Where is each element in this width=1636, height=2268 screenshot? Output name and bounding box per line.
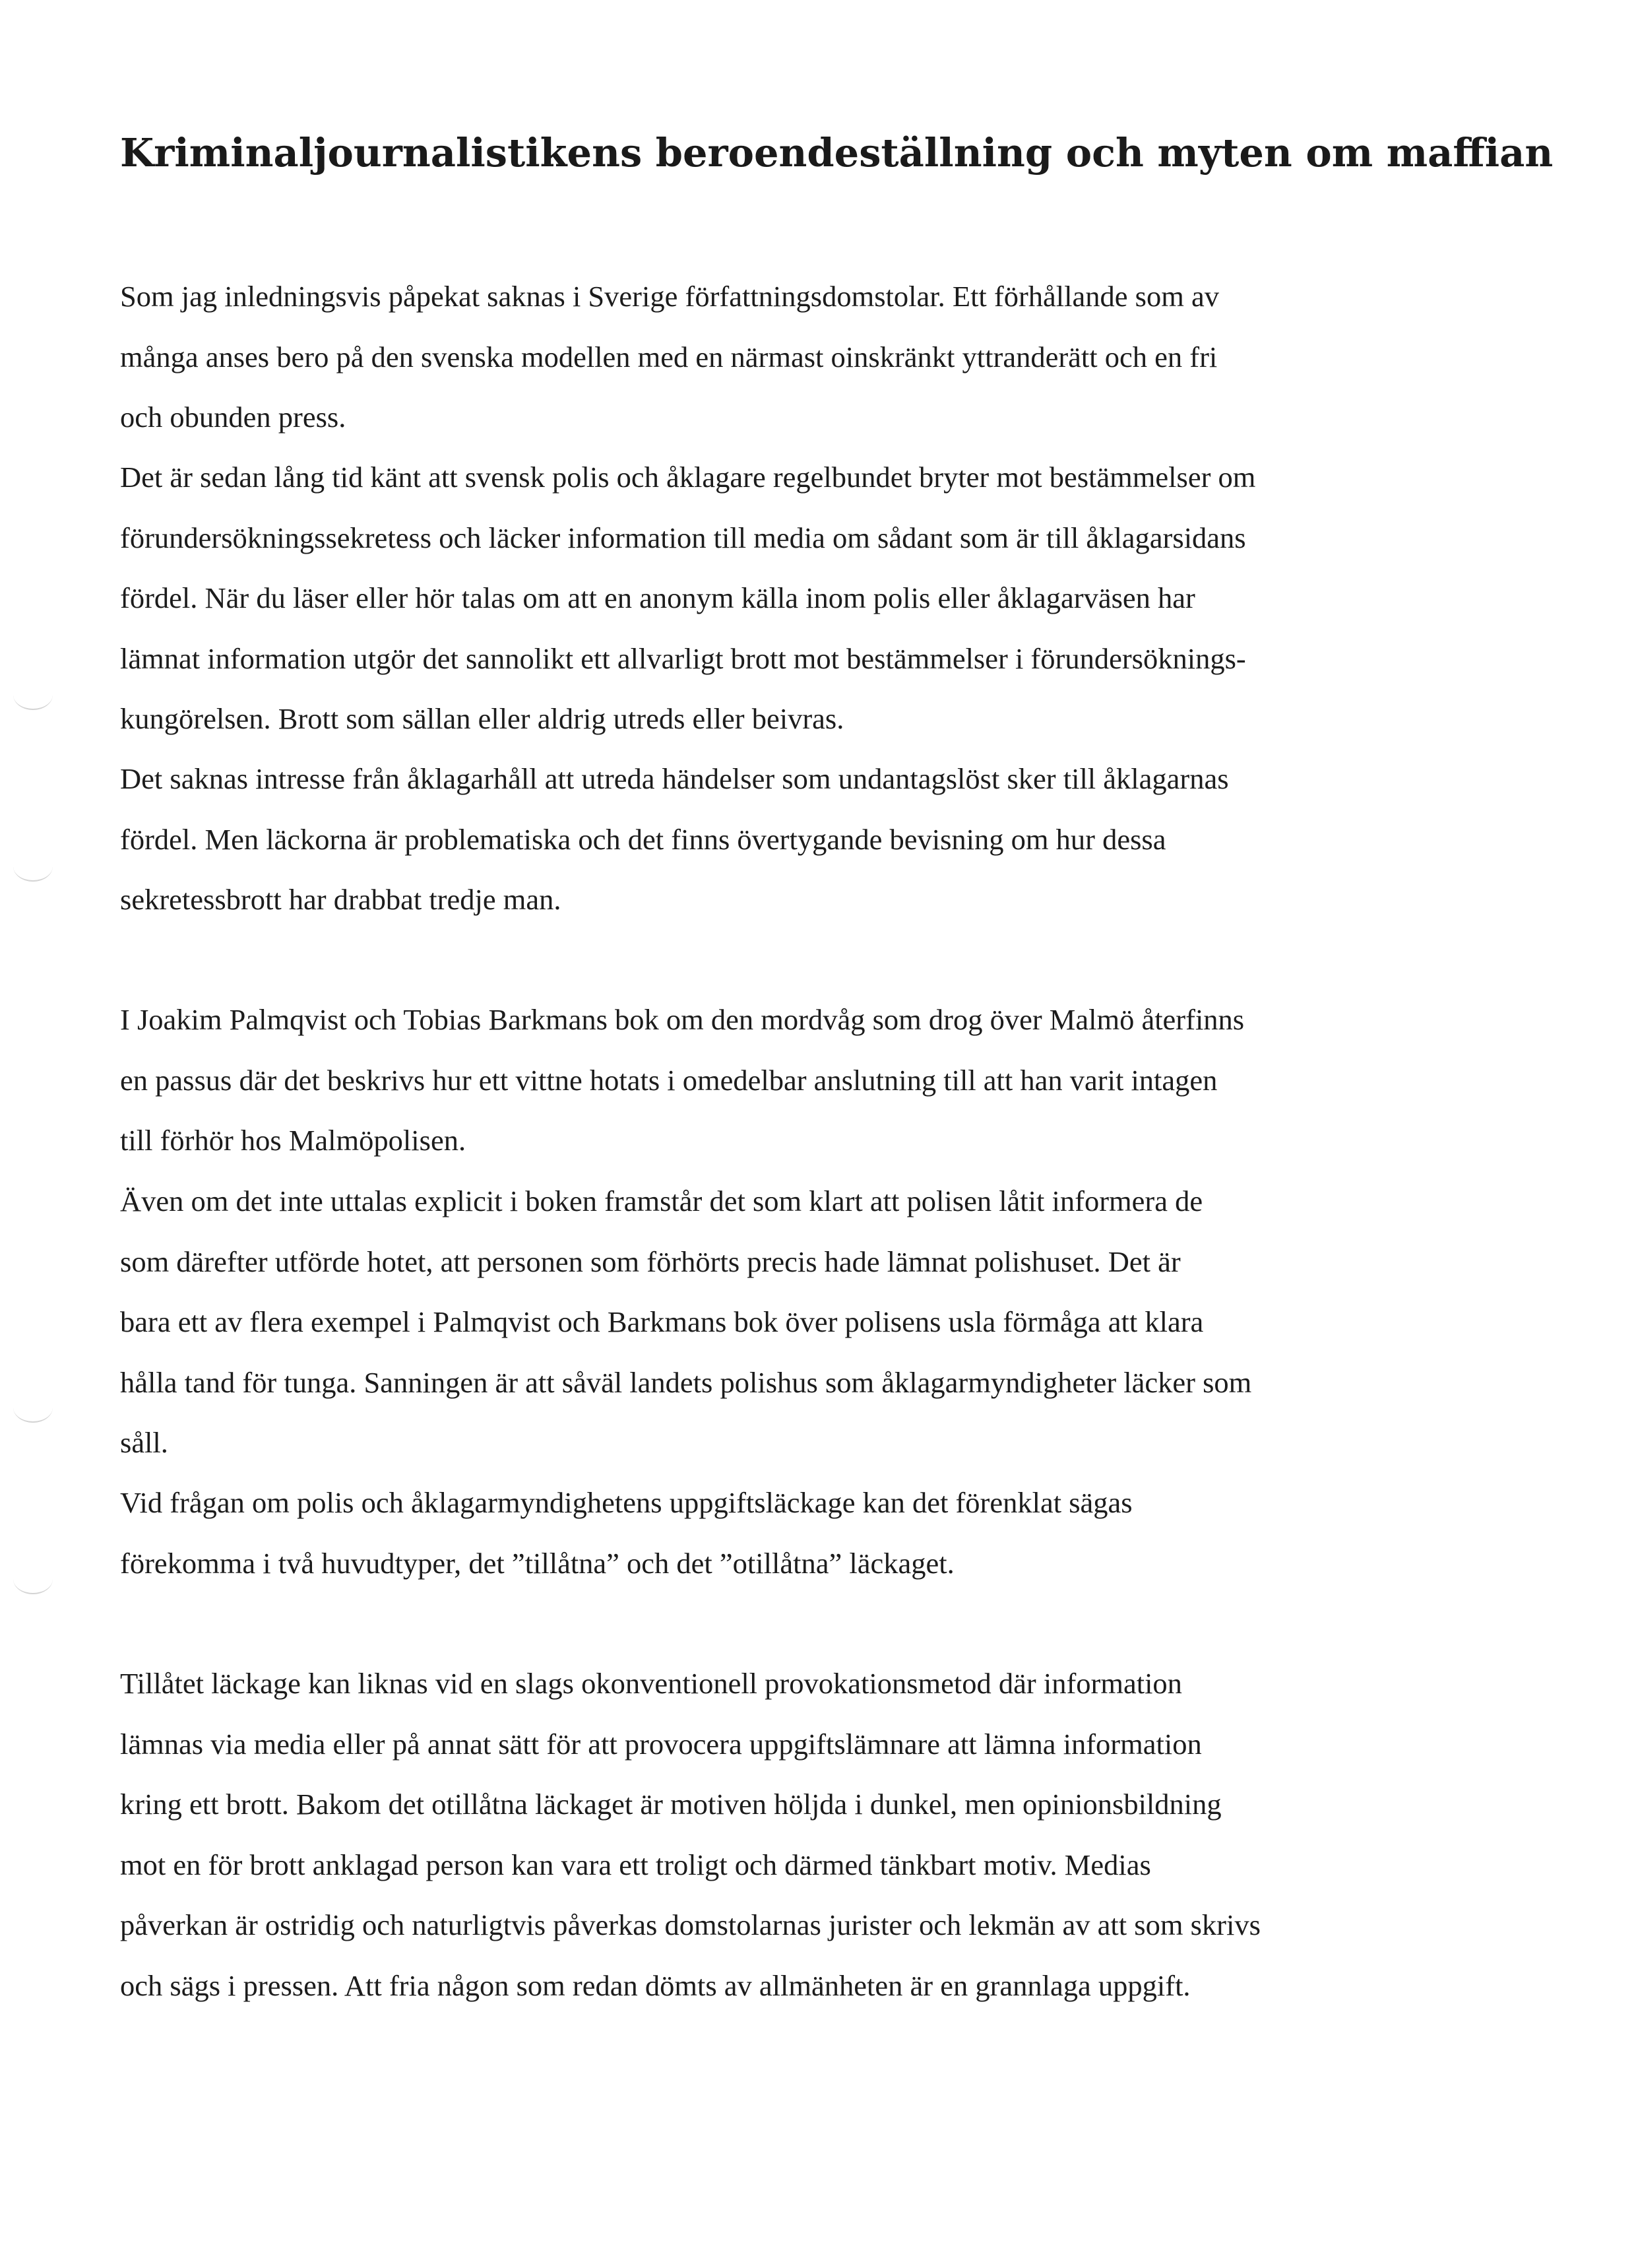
paragraph [120, 990, 1585, 1171]
paragraph [120, 1473, 1585, 1594]
text-line: I Joakim Palmqvist och Tobias Barkmans bok om den mordvåg som drog över Malmö återfinns [120, 1003, 1245, 1036]
text-line: mot en för brott anklagad person kan vara ett troligt och därmed tänkbart motiv. Medias [120, 1848, 1151, 1881]
paragraph [120, 1654, 1585, 2016]
text-line: påverkan är ostridig och naturligtvis påverkas domstolarnas jurister och lekmän av att som skrivs [120, 1908, 1261, 1941]
text-line: förundersökningssekretess och läcker information till media om sådant som är till åklagarsidans [120, 521, 1246, 554]
punch-hole-mark [13, 1564, 53, 1594]
text-line: bara ett av flera exempel i Palmqvist och Barkmans bok över polisens usla förmåga att klara [120, 1305, 1204, 1338]
text-line: en passus där det beskrivs hur ett vittne hotats i omedelbar anslutning till att han varit intagen [120, 1063, 1218, 1097]
text-line: till förhör hos Malmöpolisen. [120, 1124, 466, 1157]
text-line: såll. [120, 1426, 168, 1459]
text-line: lämnas via media eller på annat sätt för att provocera uppgiftslämnare att lämna information [120, 1727, 1202, 1761]
text-line: Som jag inledningsvis påpekat saknas i Sverige författningsdomstolar. Ett förhållande som av [120, 280, 1219, 313]
punch-hole-mark [13, 851, 53, 882]
paragraph [120, 267, 1585, 448]
text-line: fördel. Men läckorna är problematiska och det finns övertygande bevisning om hur dessa [120, 822, 1166, 856]
document-title: Kriminaljournalistikens beroendeställning och myten om maffian [120, 130, 1554, 176]
text-line: och sägs i pressen. Att fria någon som redan dömts av allmänheten är en grannlaga uppgift. [120, 1968, 1191, 2002]
paragraph [120, 1171, 1585, 1474]
text-line: Det är sedan lång tid känt att svensk polis och åklagare regelbundet bryter mot bestämmelser om [120, 461, 1256, 494]
text-line: sekretessbrott har drabbat tredje man. [120, 883, 561, 916]
text-line: Tillåtet läckage kan liknas vid en slags okonventionell provokationsmetod där information [120, 1667, 1182, 1700]
text-line: fördel. När du läser eller hör talas om att en anonym källa inom polis eller åklagarväsen har [120, 581, 1195, 614]
text-line: lämnat information utgör det sannolikt ett allvarligt brott mot bestämmelser i förundersöknings- [120, 641, 1246, 675]
paragraph [120, 749, 1585, 930]
text-line: Vid frågan om polis och åklagarmyndighetens uppgiftsläckage kan det förenklat sägas [120, 1486, 1133, 1519]
text-line: kring ett brott. Bakom det otillåtna läckaget är motiven höljda i dunkel, men opinionsbildning [120, 1788, 1222, 1821]
text-line: hålla tand för tunga. Sanningen är att såväl landets polishus som åklagarmyndigheter läcker som [120, 1365, 1252, 1399]
text-line: Även om det inte uttalas explicit i boken framstår det som klart att polisen låtit informera de [120, 1184, 1203, 1217]
paragraph [120, 447, 1585, 750]
text-line: förekomma i två huvudtyper, det ”tillåtna” och det ”otillåtna” läckaget. [120, 1546, 955, 1580]
punch-hole-mark [13, 1392, 53, 1423]
text-line: Det saknas intresse från åklagarhåll att utreda händelser som undantagslöst sker till åklagarnas [120, 762, 1229, 795]
punch-hole-mark [13, 680, 53, 710]
text-line: och obunden press. [120, 401, 346, 434]
text-line: som därefter utförde hotet, att personen som förhörts precis hade lämnat polishuset. Det är [120, 1245, 1181, 1278]
text-line: kungörelsen. Brott som sällan eller aldrig utreds eller beivras. [120, 702, 844, 735]
text-line: många anses bero på den svenska modellen med en närmast oinskränkt yttranderätt och en fri [120, 340, 1218, 373]
